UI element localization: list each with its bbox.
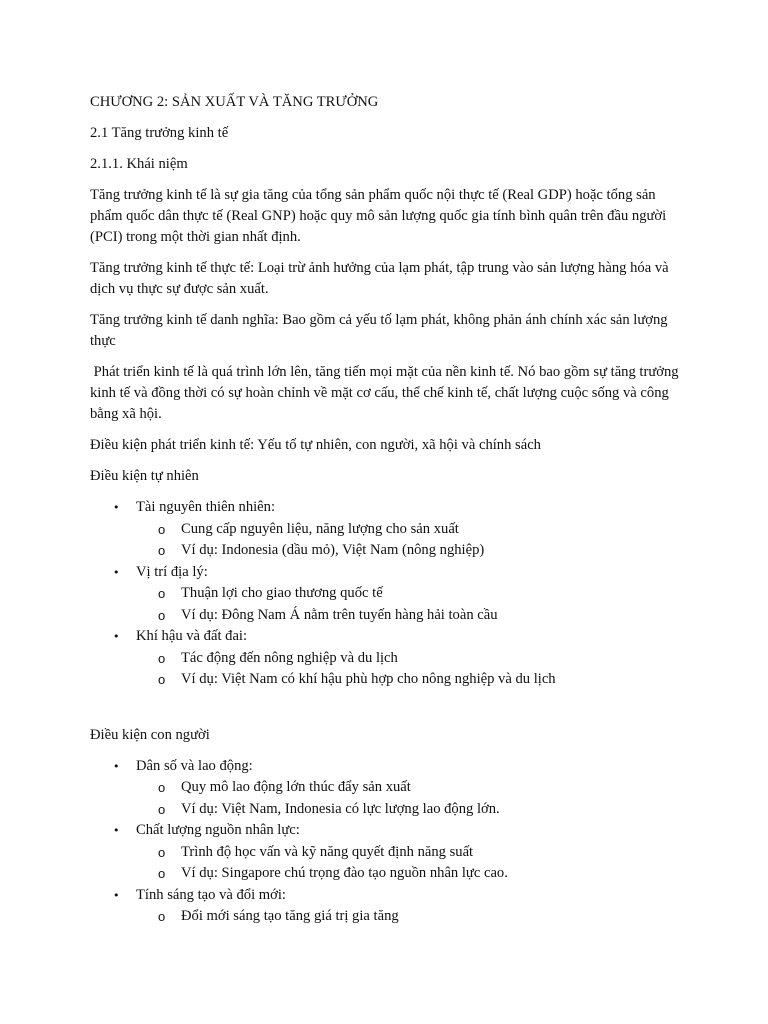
bullet-icon: • — [113, 565, 120, 579]
paragraph-definition: Tăng trưởng kinh tế là sự gia tăng của tổng sản phẩm quốc nội thực tế (Real GDP) hoặc tổng sản phẩm quốc dân thực tế (Real GNP) hoặc quy mô sản lượng quốc gia tính bình quân trên đầu người (PCI) trong một thời gian nhất định. — [90, 187, 667, 245]
list-item-label: Tính sáng tạo và đổi mới: — [136, 886, 286, 903]
human-conditions-heading: Điều kiện con người — [90, 726, 210, 743]
sub-list-item: o Đổi mới sáng tạo tăng giá trị gia tăng — [136, 906, 690, 928]
paragraph-nominal-growth: Tăng trưởng kinh tế danh nghĩa: Bao gồm cả yếu tố lạm phát, không phản ánh chính xác sản lượng thực — [90, 312, 668, 349]
sub-list-item: o Ví dụ: Singapore chú trọng đào tạo nguồn nhân lực cao. — [136, 863, 690, 885]
sub-list-item: o Cung cấp nguyên liệu, năng lượng cho sản xuất — [136, 519, 690, 541]
circle-bullet-icon: o — [158, 543, 166, 558]
paragraph-conditions: Điều kiện phát triển kinh tế: Yếu tố tự nhiên, con người, xã hội và chính sách — [90, 437, 541, 453]
list-item-label: Chất lượng nguồn nhân lực: — [136, 822, 300, 838]
sub-list-item: o Ví dụ: Việt Nam, Indonesia có lực lượng lao động lớn. — [136, 799, 690, 821]
sub-list-item: o Thuận lợi cho giao thương quốc tế — [136, 583, 690, 605]
sub-list-item: o Quy mô lao động lớn thúc đẩy sản xuất — [136, 777, 690, 799]
sub-list-item: o Ví dụ: Indonesia (dầu mỏ), Việt Nam (nông nghiệp) — [136, 540, 690, 562]
document-page — [90, 92, 690, 928]
sub-list-item: o Ví dụ: Đông Nam Á nằm trên tuyến hàng hải toàn cầu — [136, 605, 690, 627]
list-item-label: Tài nguyên thiên nhiên: — [136, 499, 276, 515]
sub-list — [136, 842, 690, 885]
section-title: 2.1 Tăng trưởng kinh tế — [90, 125, 229, 141]
list-item — [90, 497, 690, 562]
list-item — [90, 820, 690, 885]
human-conditions-list — [90, 756, 690, 928]
circle-bullet-icon: o — [158, 780, 166, 795]
spacer — [90, 691, 690, 725]
list-item-label: Khí hậu và đất đai: — [136, 628, 248, 644]
sub-list — [136, 906, 690, 928]
list-item — [90, 562, 690, 627]
sub-list — [136, 519, 690, 562]
circle-bullet-icon: o — [158, 866, 166, 881]
circle-bullet-icon: o — [158, 650, 166, 666]
circle-bullet-icon: o — [158, 909, 166, 924]
sub-list-item: o Ví dụ: Việt Nam có khí hậu phù hợp cho nông nghiệp và du lịch — [136, 669, 690, 691]
bullet-icon: • — [113, 824, 120, 837]
sub-list — [136, 777, 690, 820]
bullet-icon: • — [113, 888, 120, 902]
bullet-icon: • — [113, 501, 120, 514]
paragraph-real-growth: Tăng trưởng kinh tế thực tế: Loại trừ ảnh hưởng của lạm phát, tập trung vào sản lượng hàng hóa và dịch vụ thực sự được sản xuất. — [90, 260, 669, 297]
sub-list — [136, 648, 690, 691]
sub-list-item: o Trình độ học vấn và kỹ năng quyết định năng suất — [136, 842, 690, 864]
circle-bullet-icon: o — [158, 521, 166, 537]
list-item — [90, 756, 690, 821]
sub-list — [136, 583, 690, 626]
list-item-label: Vị trí địa lý: — [136, 563, 208, 580]
circle-bullet-icon: o — [158, 844, 166, 860]
circle-bullet-icon: o — [158, 607, 166, 623]
list-item-label: Dân số và lao động: — [136, 757, 253, 774]
circle-bullet-icon: o — [158, 801, 166, 817]
list-item — [90, 626, 690, 691]
list-item — [90, 885, 690, 928]
bullet-icon: • — [113, 630, 120, 643]
bullet-icon: • — [113, 759, 120, 773]
natural-conditions-list — [90, 497, 690, 691]
circle-bullet-icon: o — [158, 586, 166, 601]
paragraph-development: Phát triển kinh tế là quá trình lớn lên, tăng tiến mọi mặt của nền kinh tế. Nó bao gồm sự tăng trưởng kinh tế và đồng thời có sự hoàn chỉnh về mặt cơ cấu, thể chế kinh tế, chất lượng cuộc sống và công bằng xã hội. — [90, 364, 683, 422]
natural-conditions-heading: Điều kiện tự nhiên — [90, 468, 199, 484]
chapter-title: CHƯƠNG 2: SẢN XUẤT VÀ TĂNG TRƯỞNG — [90, 94, 379, 110]
subsection-title: 2.1.1. Khái niệm — [90, 156, 188, 172]
sub-list-item: o Tác động đến nông nghiệp và du lịch — [136, 648, 690, 670]
circle-bullet-icon: o — [158, 672, 166, 687]
